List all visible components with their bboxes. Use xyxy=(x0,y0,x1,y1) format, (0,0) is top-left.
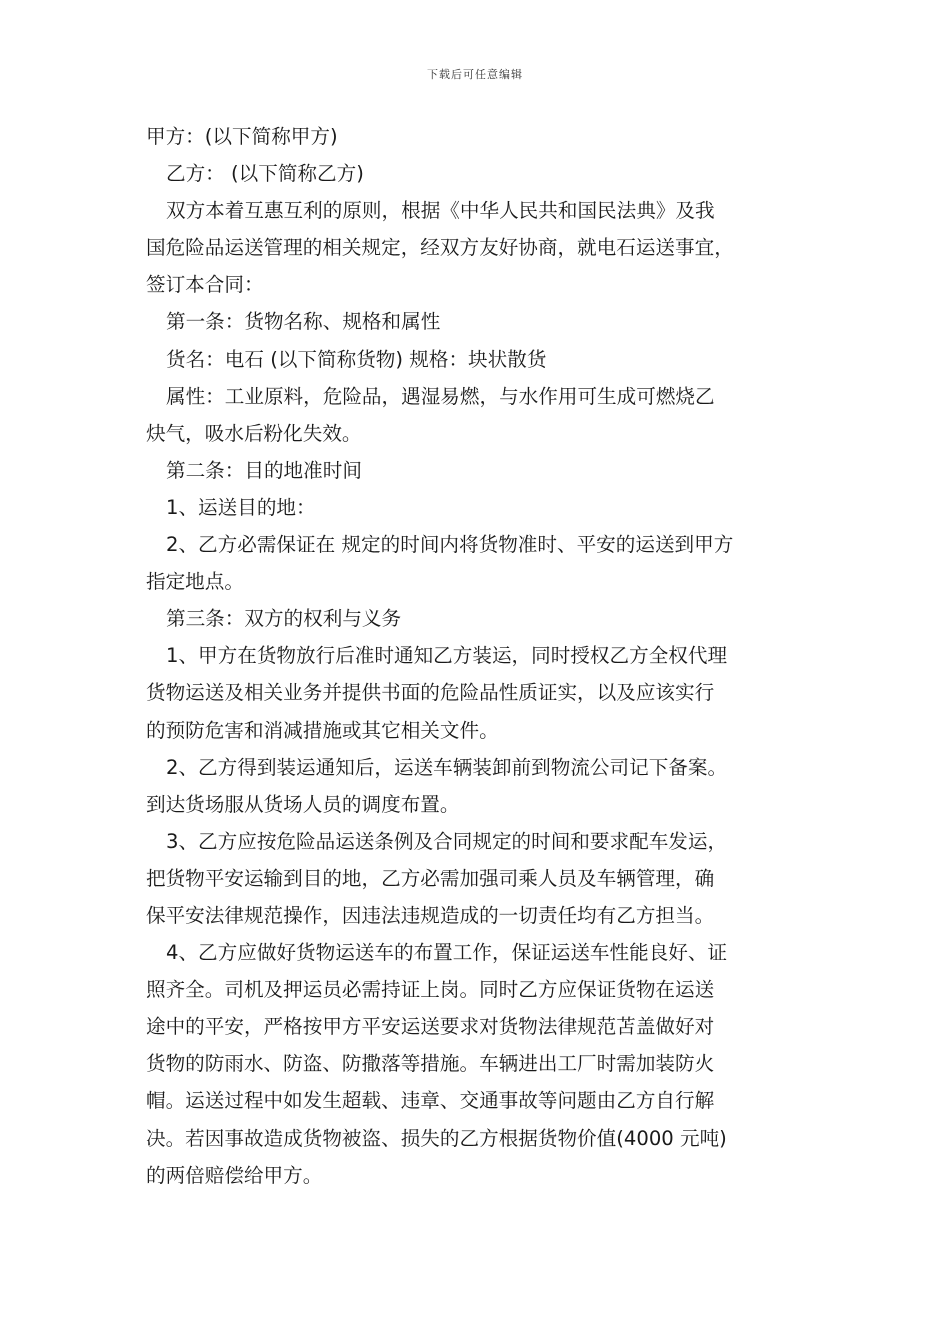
paragraph-line: 1、运送目的地： xyxy=(166,495,316,519)
article-heading: 第二条：目的地准时间 xyxy=(166,458,362,482)
paragraph-line: 的两倍赔偿给甲方。 xyxy=(146,1163,323,1187)
article-heading: 第一条：货物名称、规格和属性 xyxy=(166,310,441,334)
party-b-line: 乙方： (以下简称乙方) xyxy=(166,162,364,186)
paragraph-line: 照齐全。司机及押运员必需持证上岗。同时乙方应保证货物在运送 xyxy=(146,978,715,1002)
paragraph-line: 途中的平安，严格按甲方平安运送要求对货物法律规范苫盖做好对 xyxy=(146,1015,715,1039)
page-header: 下载后可任意编辑 xyxy=(427,68,523,81)
paragraph-line: 3、乙方应按危险品运送条例及合同规定的时间和要求配车发运， xyxy=(166,829,728,853)
article-heading: 第三条：双方的权利与义务 xyxy=(166,607,402,631)
party-a-line: 甲方：(以下简称甲方) xyxy=(146,125,338,148)
paragraph-line: 2、乙方得到装运通知后，运送车辆装卸前到物流公司记下备案。 xyxy=(166,755,728,779)
paragraph-line: 属性：工业原料，危险品，遇湿易燃，与水作用可生成可燃烧乙 xyxy=(166,384,715,408)
paragraph-line: 保平安法律规范操作，因违法违规造成的一切责任均有乙方担当。 xyxy=(146,903,715,927)
preamble-line: 国危险品运送管理的相关规定，经双方友好协商，就电石运送事宜， xyxy=(146,236,734,260)
paragraph-line: 决。若因事故造成货物被盗、损失的乙方根据货物价值(4000 元吨) xyxy=(146,1126,727,1150)
contract-body xyxy=(146,118,818,1194)
paragraph-line: 指定地点。 xyxy=(146,570,244,594)
paragraph-line: 帽。运送过程中如发生超载、违章、交通事故等问题由乙方自行解 xyxy=(146,1089,715,1113)
paragraph-line: 把货物平安运输到目的地，乙方必需加强司乘人员及车辆管理，确 xyxy=(146,866,715,890)
paragraph-line: 炔气，吸水后粉化失效。 xyxy=(146,421,362,445)
paragraph-line: 货物运送及相关业务并提供书面的危险品性质证实，以及应该实行 xyxy=(146,681,715,705)
paragraph-line: 的预防危害和消减措施或其它相关文件。 xyxy=(146,718,499,742)
paragraph-line: 1、甲方在货物放行后准时通知乙方装运，同时授权乙方全权代理 xyxy=(166,644,728,668)
preamble-line: 签订本合同： xyxy=(146,273,264,297)
paragraph-line: 货物的防雨水、防盗、防撒落等措施。车辆进出工厂时需加装防火 xyxy=(146,1052,715,1076)
paragraph-line: 2、乙方必需保证在 规定的时间内将货物准时、平安的运送到甲方 xyxy=(166,533,734,557)
paragraph-line: 到达货场服从货场人员的调度布置。 xyxy=(146,792,460,816)
paragraph-line: 货名：电石 (以下简称货物) 规格：块状散货 xyxy=(166,347,547,371)
paragraph-line: 4、乙方应做好货物运送车的布置工作，保证运送车性能良好、证 xyxy=(166,941,728,965)
preamble-line: 双方本着互惠互利的原则，根据《中华人民共和国民法典》及我 xyxy=(166,199,715,223)
